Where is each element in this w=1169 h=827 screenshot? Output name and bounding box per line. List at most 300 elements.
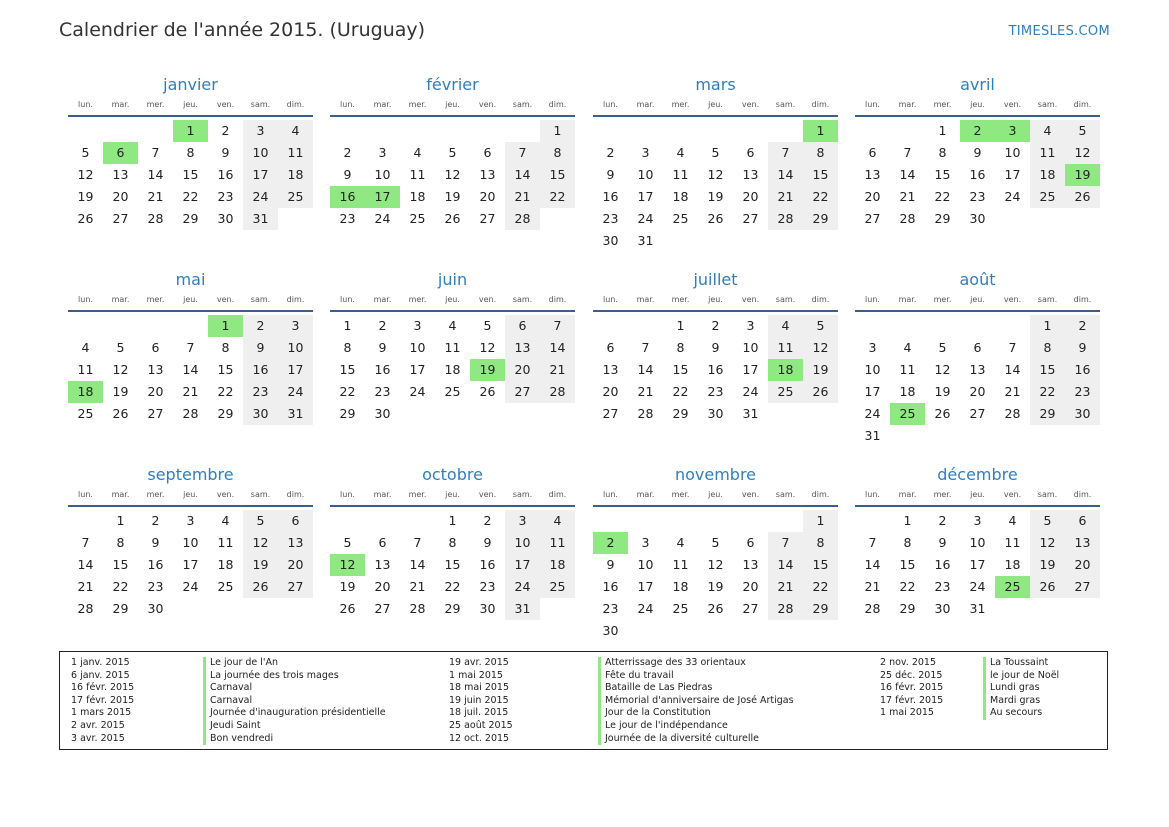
day-cell: 19 — [934, 384, 951, 399]
day-cell: 28 — [147, 211, 164, 226]
day-cell: 13 — [969, 362, 986, 377]
empty-cell — [138, 120, 173, 142]
day-cell: 20 — [742, 189, 759, 204]
day-cell: 15 — [444, 557, 461, 572]
weekday-label: dim. — [811, 295, 830, 304]
day-cell: 21 — [540, 359, 575, 381]
day-cell: 27 — [742, 601, 759, 616]
day-cell: 22 — [444, 579, 461, 594]
day-cell: 20 — [374, 579, 391, 594]
day-cell: 3 — [973, 513, 982, 528]
day-cell: 2 — [606, 145, 615, 160]
weekday-label: sam. — [512, 100, 533, 109]
day-cell: 17 — [742, 362, 759, 377]
day-cell: 24 — [637, 211, 654, 226]
day-cell: 13 — [742, 167, 759, 182]
day-cell: 15 — [803, 164, 838, 186]
day-cell: 17 — [409, 362, 426, 377]
day-cell: 10 — [637, 167, 654, 182]
day-cell: 6 — [505, 315, 540, 337]
day-cell: 11 — [672, 167, 689, 182]
day-cell: 12 — [77, 167, 94, 182]
day-cell: 19 — [707, 189, 724, 204]
day-cell: 26 — [339, 601, 356, 616]
day-cell: 24 — [505, 576, 540, 598]
holiday-day-cell: 19 — [1065, 164, 1100, 186]
day-grid — [855, 315, 1100, 447]
day-cell: 10 — [505, 532, 540, 554]
weekday-label: ven. — [478, 295, 497, 304]
holiday-names-column-1 — [203, 657, 386, 745]
day-cell: 7 — [151, 145, 160, 160]
day-cell: 27 — [374, 601, 391, 616]
day-cell: 3 — [868, 340, 877, 355]
day-cell: 8 — [803, 142, 838, 164]
day-cell: 5 — [448, 145, 457, 160]
day-cell: 18 — [672, 189, 689, 204]
weekday-header — [593, 487, 838, 507]
day-cell: 17 — [182, 557, 199, 572]
day-cell: 27 — [479, 211, 496, 226]
day-cell: 6 — [973, 340, 982, 355]
day-cell: 16 — [602, 189, 619, 204]
weekday-label: lun. — [603, 100, 618, 109]
month-name: février — [426, 75, 479, 94]
weekday-label: dim. — [286, 100, 305, 109]
day-cell: 21 — [77, 579, 94, 594]
day-cell: 9 — [711, 340, 720, 355]
day-cell: 20 — [479, 189, 496, 204]
day-cell: 20 — [1065, 554, 1100, 576]
day-cell: 20 — [742, 579, 759, 594]
day-grid — [68, 510, 313, 620]
weekday-label: mer. — [146, 100, 165, 109]
empty-cell — [330, 510, 365, 532]
day-cell: 24 — [1004, 189, 1021, 204]
day-cell: 26 — [934, 406, 951, 421]
holiday-day-cell: 18 — [768, 359, 803, 381]
weekday-label: dim. — [1073, 490, 1092, 499]
day-cell: 8 — [903, 535, 912, 550]
day-cell: 28 — [1004, 406, 1021, 421]
day-cell: 1 — [116, 513, 125, 528]
day-cell: 16 — [602, 579, 619, 594]
day-cell: 21 — [899, 189, 916, 204]
day-cell: 10 — [969, 535, 986, 550]
day-cell: 18 — [444, 362, 461, 377]
day-cell: 31 — [243, 208, 278, 230]
day-cell: 23 — [243, 381, 278, 403]
day-cell: 15 — [112, 557, 129, 572]
day-cell: 10 — [409, 340, 426, 355]
day-cell: 7 — [868, 535, 877, 550]
weekday-label: mer. — [671, 295, 690, 304]
weekday-label: mar. — [373, 295, 392, 304]
day-cell: 19 — [1030, 554, 1065, 576]
day-cell: 9 — [1065, 337, 1100, 359]
day-cell: 9 — [378, 340, 387, 355]
month-name: décembre — [937, 465, 1018, 484]
day-cell: 27 — [112, 211, 129, 226]
weekday-label: lun. — [340, 100, 355, 109]
day-cell: 6 — [1065, 510, 1100, 532]
day-cell: 15 — [182, 167, 199, 182]
day-cell: 17 — [969, 557, 986, 572]
day-cell: 4 — [676, 145, 685, 160]
day-cell: 30 — [479, 601, 496, 616]
holiday-date: 19 avr. 2015 — [449, 657, 509, 668]
day-cell: 2 — [378, 318, 387, 333]
holiday-name: Atterrissage des 33 orientaux — [598, 657, 794, 670]
weekday-label: jeu. — [445, 490, 460, 499]
day-cell: 2 — [151, 513, 160, 528]
weekday-label: mar. — [111, 100, 130, 109]
empty-cell — [890, 120, 925, 142]
weekday-label: sam. — [250, 295, 271, 304]
weekday-label: lun. — [603, 490, 618, 499]
day-cell: 8 — [1030, 337, 1065, 359]
holiday-name: Lundi gras — [983, 682, 1059, 695]
holiday-name: Au secours — [983, 707, 1059, 720]
holiday-day-cell: 19 — [470, 359, 505, 381]
day-cell: 12 — [803, 337, 838, 359]
day-cell: 28 — [409, 601, 426, 616]
day-cell: 29 — [112, 601, 129, 616]
holiday-date: 16 févr. 2015 — [880, 682, 944, 694]
day-cell: 19 — [444, 189, 461, 204]
day-cell: 5 — [1065, 120, 1100, 142]
day-cell: 2 — [1065, 315, 1100, 337]
weekday-label: mar. — [111, 295, 130, 304]
holiday-date: 17 févr. 2015 — [880, 694, 944, 706]
empty-cell — [68, 120, 103, 142]
weekday-header — [330, 97, 575, 117]
holiday-day-cell: 1 — [208, 315, 243, 337]
weekday-label: sam. — [250, 490, 271, 499]
day-cell: 13 — [374, 557, 391, 572]
day-cell: 30 — [934, 601, 951, 616]
day-cell: 20 — [864, 189, 881, 204]
day-cell: 3 — [505, 510, 540, 532]
empty-cell — [628, 315, 663, 337]
site-link[interactable]: TIMESLES.COM — [1008, 24, 1110, 39]
weekday-label: mar. — [373, 490, 392, 499]
empty-cell — [890, 315, 925, 337]
day-cell: 9 — [483, 535, 492, 550]
day-cell: 1 — [343, 318, 352, 333]
day-cell: 30 — [707, 406, 724, 421]
day-cell: 1 — [1030, 315, 1065, 337]
day-cell: 14 — [77, 557, 94, 572]
day-cell: 20 — [969, 384, 986, 399]
weekday-label: mar. — [111, 490, 130, 499]
empty-cell — [960, 315, 995, 337]
day-grid — [68, 315, 313, 425]
day-cell: 29 — [803, 598, 838, 620]
holiday-name: Mémorial d'anniversaire de José Artigas — [598, 695, 794, 708]
day-cell: 4 — [448, 318, 457, 333]
holiday-dates-column-1 — [71, 657, 134, 745]
day-cell: 11 — [444, 340, 461, 355]
holiday-date: 19 juin 2015 — [449, 694, 509, 706]
weekday-label: lun. — [865, 490, 880, 499]
holiday-day-cell: 16 — [330, 186, 365, 208]
weekday-label: ven. — [216, 490, 235, 499]
day-cell: 3 — [378, 145, 387, 160]
holiday-name: Jour de la Constitution — [598, 707, 794, 720]
empty-cell — [400, 120, 435, 142]
empty-cell — [628, 510, 663, 532]
day-cell: 13 — [278, 532, 313, 554]
day-cell: 31 — [505, 598, 540, 620]
day-cell: 2 — [483, 513, 492, 528]
holiday-name: La Toussaint — [983, 657, 1059, 670]
day-cell: 5 — [81, 145, 90, 160]
day-cell: 26 — [77, 211, 94, 226]
day-cell: 29 — [934, 211, 951, 226]
day-cell: 22 — [217, 384, 234, 399]
day-cell: 25 — [409, 211, 426, 226]
day-cell: 3 — [186, 513, 195, 528]
day-cell: 14 — [768, 554, 803, 576]
day-cell: 9 — [243, 337, 278, 359]
day-cell: 1 — [903, 513, 912, 528]
holiday-date: 18 juil. 2015 — [449, 707, 509, 719]
day-cell: 22 — [112, 579, 129, 594]
day-cell: 24 — [409, 384, 426, 399]
weekday-label: jeu. — [445, 100, 460, 109]
day-cell: 30 — [602, 233, 619, 248]
weekday-label: mer. — [671, 490, 690, 499]
month-5 — [68, 268, 313, 425]
day-cell: 23 — [602, 601, 619, 616]
day-cell: 12 — [707, 167, 724, 182]
weekday-label: ven. — [741, 490, 760, 499]
day-cell: 11 — [77, 362, 94, 377]
day-cell: 17 — [243, 164, 278, 186]
holiday-date: 1 janv. 2015 — [71, 657, 130, 668]
day-cell: 6 — [151, 340, 160, 355]
weekday-header — [330, 487, 575, 507]
day-cell: 19 — [77, 189, 94, 204]
weekday-header — [68, 487, 313, 507]
empty-cell — [593, 315, 628, 337]
day-cell: 25 — [278, 186, 313, 208]
day-cell: 2 — [221, 123, 230, 138]
weekday-label: mer. — [408, 100, 427, 109]
day-grid — [593, 510, 838, 642]
day-cell: 7 — [540, 315, 575, 337]
day-cell: 24 — [742, 384, 759, 399]
day-cell: 9 — [151, 535, 160, 550]
empty-cell — [593, 510, 628, 532]
day-cell: 12 — [707, 557, 724, 572]
empty-cell — [698, 120, 733, 142]
holiday-date: 16 févr. 2015 — [71, 682, 135, 694]
day-cell: 28 — [899, 211, 916, 226]
day-cell: 30 — [602, 623, 619, 638]
day-cell: 4 — [903, 340, 912, 355]
day-cell: 15 — [339, 362, 356, 377]
day-cell: 23 — [374, 384, 391, 399]
day-cell: 26 — [112, 406, 129, 421]
day-cell: 22 — [672, 384, 689, 399]
day-cell: 22 — [803, 576, 838, 598]
day-cell: 14 — [1004, 362, 1021, 377]
empty-cell — [68, 510, 103, 532]
month-11 — [593, 463, 838, 642]
weekday-label: mar. — [636, 295, 655, 304]
day-cell: 17 — [1004, 167, 1021, 182]
weekday-label: ven. — [1003, 100, 1022, 109]
weekday-label: jeu. — [183, 295, 198, 304]
holiday-date: 17 févr. 2015 — [71, 694, 135, 706]
day-cell: 30 — [243, 403, 278, 425]
holiday-name: Carnaval — [203, 695, 386, 708]
holiday-date: 2 avr. 2015 — [71, 719, 125, 731]
day-cell: 28 — [540, 381, 575, 403]
day-grid — [68, 120, 313, 230]
day-cell: 27 — [505, 381, 540, 403]
day-cell: 26 — [243, 576, 278, 598]
empty-cell — [855, 120, 890, 142]
holiday-name: Fête du travail — [598, 670, 794, 683]
weekday-label: sam. — [1037, 490, 1058, 499]
weekday-label: lun. — [78, 295, 93, 304]
day-cell: 22 — [1030, 381, 1065, 403]
empty-cell — [173, 315, 208, 337]
day-cell: 14 — [540, 337, 575, 359]
day-cell: 27 — [742, 211, 759, 226]
day-cell: 16 — [707, 362, 724, 377]
day-cell: 10 — [278, 337, 313, 359]
weekday-label: jeu. — [970, 490, 985, 499]
day-cell: 23 — [602, 211, 619, 226]
day-cell: 14 — [768, 164, 803, 186]
holiday-date: 18 mai 2015 — [449, 682, 510, 694]
holiday-day-cell: 2 — [960, 120, 995, 142]
weekday-label: jeu. — [970, 100, 985, 109]
day-cell: 14 — [409, 557, 426, 572]
holiday-day-cell: 1 — [173, 120, 208, 142]
day-cell: 21 — [768, 576, 803, 598]
day-cell: 11 — [540, 532, 575, 554]
day-cell: 27 — [602, 406, 619, 421]
day-cell: 25 — [217, 579, 234, 594]
day-cell: 30 — [374, 406, 391, 421]
empty-cell — [103, 315, 138, 337]
weekday-label: dim. — [548, 100, 567, 109]
holiday-name: Bataille de Las Piedras — [598, 682, 794, 695]
day-cell: 13 — [147, 362, 164, 377]
day-cell: 20 — [505, 359, 540, 381]
day-cell: 31 — [742, 406, 759, 421]
month-name: août — [959, 270, 996, 289]
day-cell: 4 — [1030, 120, 1065, 142]
day-cell: 3 — [641, 535, 650, 550]
empty-cell — [470, 120, 505, 142]
day-cell: 14 — [147, 167, 164, 182]
empty-cell — [365, 510, 400, 532]
empty-cell — [400, 510, 435, 532]
day-cell: 9 — [221, 145, 230, 160]
month-9 — [68, 463, 313, 620]
day-cell: 9 — [973, 145, 982, 160]
day-cell: 10 — [243, 142, 278, 164]
day-cell: 28 — [505, 208, 540, 230]
day-cell: 17 — [637, 189, 654, 204]
day-cell: 10 — [637, 557, 654, 572]
day-cell: 18 — [409, 189, 426, 204]
holiday-day-cell: 2 — [593, 532, 628, 554]
day-cell: 20 — [602, 384, 619, 399]
empty-cell — [663, 120, 698, 142]
weekday-label: jeu. — [183, 100, 198, 109]
weekday-label: sam. — [775, 490, 796, 499]
day-cell: 15 — [540, 164, 575, 186]
day-cell: 25 — [540, 576, 575, 598]
day-cell: 1 — [938, 123, 947, 138]
day-cell: 4 — [768, 315, 803, 337]
day-cell: 20 — [112, 189, 129, 204]
day-cell: 10 — [182, 535, 199, 550]
empty-cell — [628, 120, 663, 142]
day-cell: 8 — [186, 145, 195, 160]
empty-cell — [138, 315, 173, 337]
day-cell: 6 — [378, 535, 387, 550]
weekday-label: ven. — [741, 100, 760, 109]
day-cell: 11 — [672, 557, 689, 572]
day-cell: 4 — [676, 535, 685, 550]
day-cell: 26 — [1030, 576, 1065, 598]
weekday-label: mer. — [671, 100, 690, 109]
day-cell: 23 — [707, 384, 724, 399]
day-cell: 1 — [803, 510, 838, 532]
day-cell: 17 — [505, 554, 540, 576]
empty-cell — [768, 510, 803, 532]
day-cell: 8 — [540, 142, 575, 164]
weekday-label: lun. — [78, 490, 93, 499]
day-cell: 21 — [637, 384, 654, 399]
day-cell: 10 — [374, 167, 391, 182]
holiday-date: 25 août 2015 — [449, 719, 513, 731]
holiday-date: 3 avr. 2015 — [71, 732, 125, 744]
day-grid — [855, 510, 1100, 620]
weekday-label: jeu. — [708, 490, 723, 499]
day-cell: 2 — [343, 145, 352, 160]
day-cell: 18 — [1030, 164, 1065, 186]
day-cell: 25 — [672, 211, 689, 226]
month-name: novembre — [674, 465, 757, 484]
weekday-label: sam. — [775, 100, 796, 109]
day-cell: 2 — [243, 315, 278, 337]
day-cell: 8 — [116, 535, 125, 550]
month-4 — [855, 73, 1100, 230]
holiday-date: 25 déc. 2015 — [880, 669, 943, 681]
empty-cell — [768, 120, 803, 142]
day-cell: 11 — [899, 362, 916, 377]
day-cell: 21 — [182, 384, 199, 399]
empty-cell — [103, 120, 138, 142]
holiday-date: 1 mai 2015 — [449, 669, 503, 681]
empty-cell — [505, 120, 540, 142]
month-3 — [593, 73, 838, 252]
holiday-day-cell: 6 — [103, 142, 138, 164]
day-cell: 4 — [1008, 513, 1017, 528]
day-cell: 7 — [1008, 340, 1017, 355]
holiday-dates-column-3 — [880, 657, 943, 720]
day-cell: 25 — [1030, 186, 1065, 208]
